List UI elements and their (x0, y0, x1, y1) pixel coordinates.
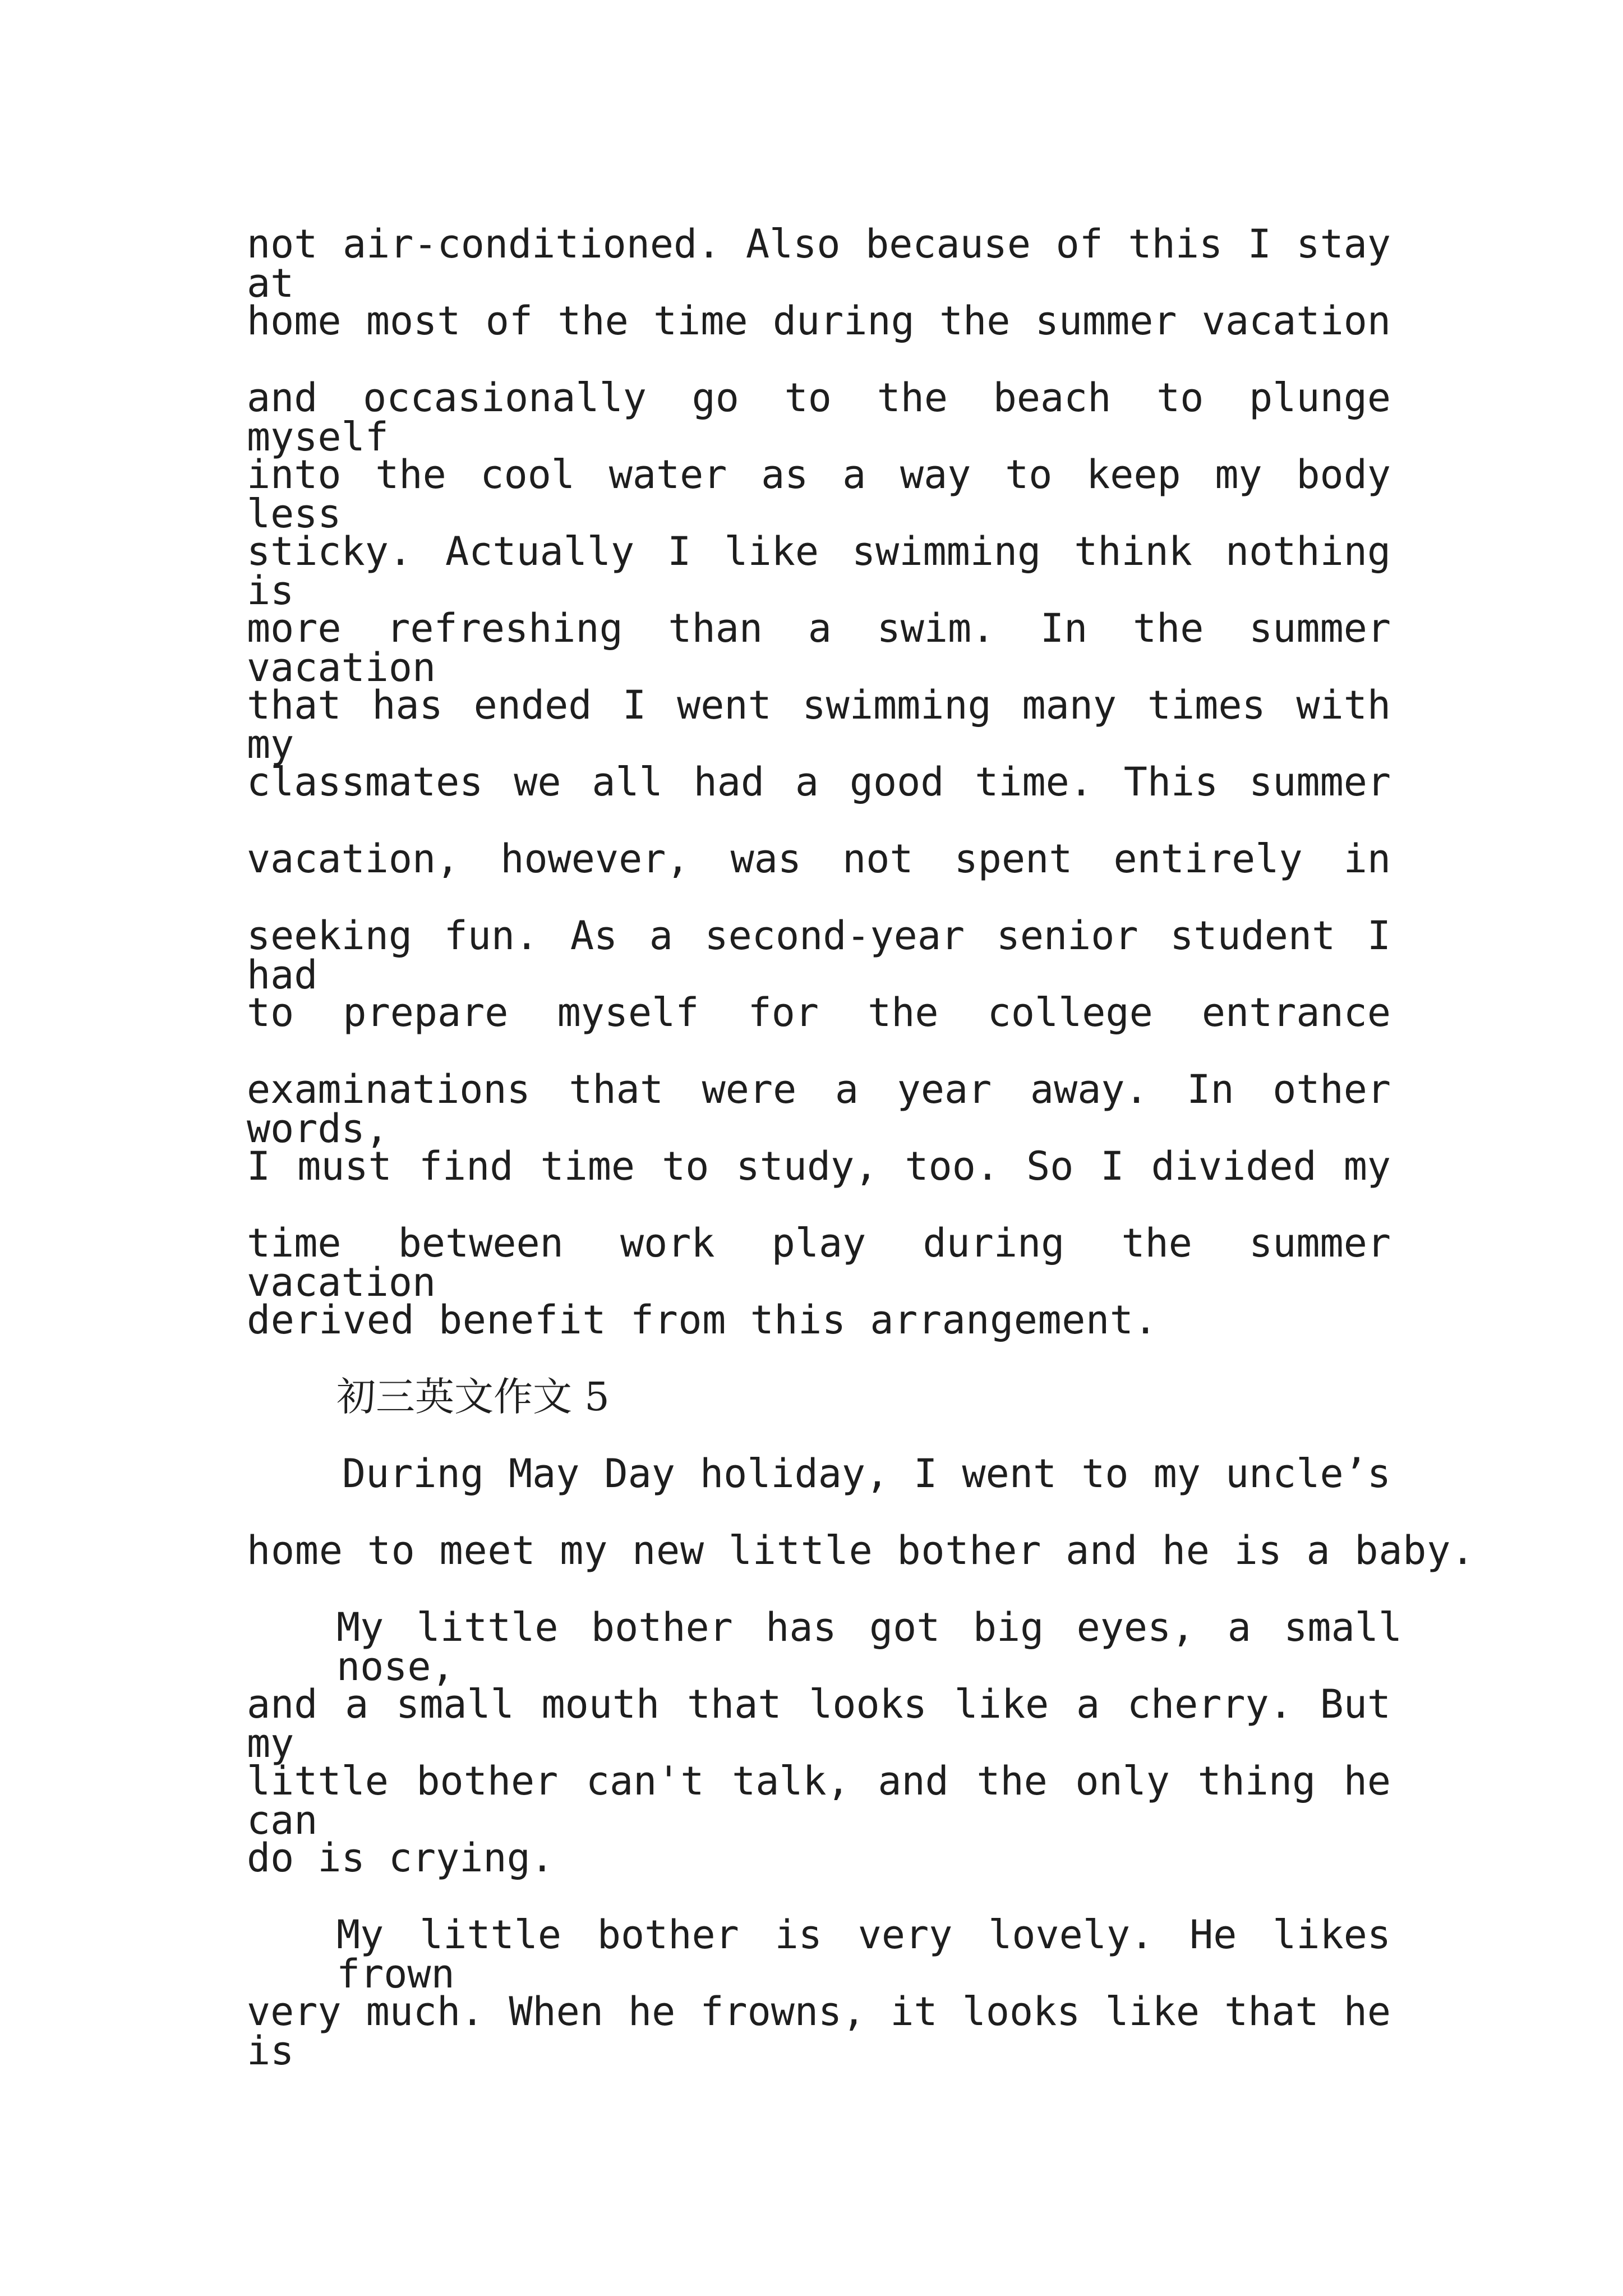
text-line: derived benefit from this arrangement. (247, 1297, 1158, 1343)
text-line: do is crying. (247, 1835, 554, 1881)
text-line: into the cool water as a way to keep my body less (247, 452, 1391, 537)
text-line: seeking fun. As a second-year senior student I had (247, 913, 1391, 998)
text-line: classmates we all had a good time. This summer (247, 759, 1391, 805)
text-line: During May Day holiday, I went to my uncle’s (342, 1451, 1391, 1497)
text-line: I must find time to study, too. So I divided my (247, 1143, 1391, 1189)
text-line: that has ended I went swimming many times with my (247, 682, 1391, 767)
text-line: and a small mouth that looks like a cherry. But my (247, 1681, 1391, 1766)
text-line: very much. When he frowns, it looks like that he is (247, 1989, 1391, 2074)
text-line: sticky. Actually I like swimming think nothing is (247, 528, 1391, 614)
text-line: My little bother has got big eyes, a small nose, (336, 1604, 1402, 1690)
text-line: more refreshing than a swim. In the summer vacation (247, 605, 1391, 691)
text-line: home most of the time during the summer vacation (247, 298, 1391, 344)
text-line: time between work play during the summer vacation (247, 1220, 1391, 1305)
text-line: and occasionally go to the beach to plunge myself (247, 375, 1391, 460)
text-line: to prepare myself for the college entrance (247, 990, 1391, 1036)
text-line: not air-conditioned. Also because of this I stay at (247, 221, 1391, 306)
text-line: little bother can't talk, and the only thing he can (247, 1758, 1391, 1843)
section-heading: 初三英文作文 5 (336, 1374, 610, 1420)
text-line: home to meet my new little bother and he is a baby. (247, 1527, 1476, 1573)
text-line: vacation, however, was not spent entirely in (247, 836, 1391, 882)
text-line: examinations that were a year away. In other words, (247, 1066, 1391, 1152)
text-line: My little bother is very lovely. He likes frown (336, 1912, 1391, 1997)
